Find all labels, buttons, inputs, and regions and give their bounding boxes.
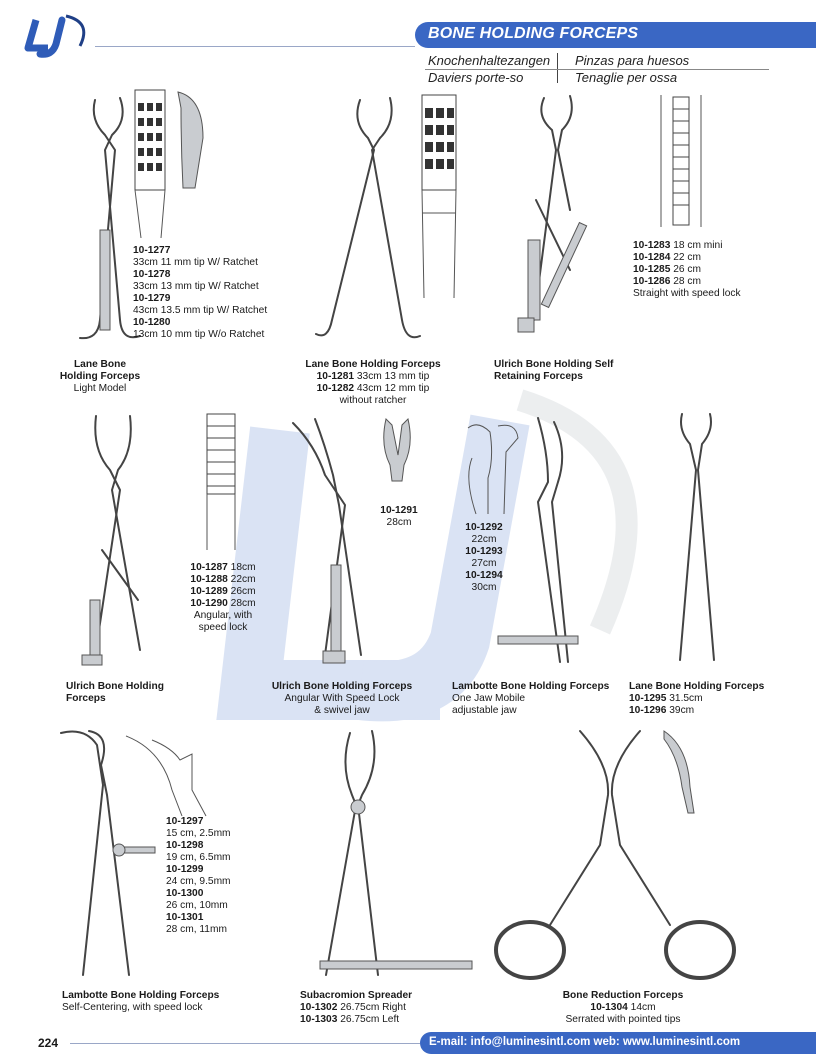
lang-rule xyxy=(425,69,769,70)
product-code: 10-1299 xyxy=(166,864,204,875)
product-subtitle: Light Model xyxy=(73,383,127,394)
product-name: Lambotte Bone Holding Forceps xyxy=(62,990,220,1001)
product-code: 10-1277 xyxy=(133,245,171,256)
caption-bone-reduction xyxy=(545,990,701,1026)
instrument-image-ulrich-angular xyxy=(285,415,385,675)
caption-ulrich-angular xyxy=(262,681,422,717)
title-german: Knochenhaltezangen xyxy=(428,53,551,68)
product-code: 10-1280 xyxy=(133,317,171,328)
lang-divider xyxy=(557,53,558,83)
instrument-image-ulrich-self-retaining xyxy=(500,90,600,360)
caption-lane-long xyxy=(629,681,779,717)
product-name: Retaining Forceps xyxy=(494,371,583,382)
product-desc: 28cm xyxy=(386,517,412,528)
instrument-image-lane-long xyxy=(670,410,730,675)
product-desc: 26cm xyxy=(230,586,256,597)
company-logo xyxy=(22,12,94,60)
product-name: Lambotte Bone Holding Forceps xyxy=(452,681,610,692)
product-code: 10-1290 xyxy=(190,598,228,609)
spec-list-lane-light xyxy=(133,245,267,341)
product-desc: 13cm 10 mm tip W/o Ratchet xyxy=(133,329,265,340)
product-code: 10-1282 xyxy=(316,383,355,394)
product-desc: 18cm xyxy=(230,562,256,573)
caption-ulrich xyxy=(66,681,186,705)
product-desc: 28 cm xyxy=(673,276,701,287)
product-code: 10-1278 xyxy=(133,269,171,280)
product-desc: 39cm xyxy=(669,705,695,716)
page-title: BONE HOLDING FORCEPS xyxy=(428,25,639,42)
product-desc: 22cm xyxy=(471,534,497,545)
spec-list-lambotte-self-centering xyxy=(166,816,231,936)
product-code: 10-1298 xyxy=(166,840,204,851)
footer-contact: E-mail: info@luminesintl.com web: www.luminesintl.com xyxy=(429,1036,741,1048)
product-desc: 22 cm xyxy=(673,252,701,263)
product-code: 10-1297 xyxy=(166,816,204,827)
product-code: 10-1300 xyxy=(166,888,204,899)
product-desc: 26 cm xyxy=(673,264,701,275)
product-name: Ulrich Bone Holding xyxy=(66,681,164,692)
product-subtitle: Serrated with pointed tips xyxy=(565,1014,681,1025)
product-code: 10-1301 xyxy=(166,912,204,923)
product-name: Ulrich Bone Holding Forceps xyxy=(271,681,413,692)
caption-lane xyxy=(300,359,446,407)
product-name: Lane Bone Holding Forceps xyxy=(305,359,441,370)
product-code: 10-1303 xyxy=(300,1014,338,1025)
product-subtitle: & swivel jaw xyxy=(314,705,370,716)
product-subtitle: Angular, with xyxy=(193,610,253,621)
jaw-detail-straight xyxy=(657,93,707,238)
product-desc: 28cm xyxy=(230,598,256,609)
product-code: 10-1292 xyxy=(465,522,503,533)
product-code: 10-1289 xyxy=(190,586,228,597)
header-rule xyxy=(95,46,415,47)
caption-subacromion-spreader xyxy=(300,990,440,1026)
product-desc: 43cm 12 mm tip xyxy=(356,383,430,394)
product-code: 10-1283 xyxy=(633,240,671,251)
caption-lambotte-mobile xyxy=(452,681,624,717)
product-desc: 19 cm, 6.5mm xyxy=(166,852,231,863)
spec-ulrich-angular xyxy=(378,505,420,529)
product-name: Forceps xyxy=(66,693,106,704)
product-desc: 33cm 13 mm tip W/ Ratchet xyxy=(133,281,259,292)
product-code: 10-1296 xyxy=(629,705,667,716)
product-desc: 24 cm, 9.5mm xyxy=(166,876,231,887)
spec-list-lambotte-mobile xyxy=(461,522,507,594)
title-spanish: Pinzas para huesos xyxy=(575,53,690,68)
product-desc: 27cm xyxy=(471,558,497,569)
jaw-detail-bone-reduction xyxy=(660,727,700,822)
title-french: Daviers porte-so xyxy=(428,70,524,85)
jaw-detail-ulrich xyxy=(205,412,240,557)
product-desc: 28 cm, 11mm xyxy=(166,924,227,935)
product-code: 10-1302 xyxy=(300,1002,338,1013)
product-desc: 26.75cm Left xyxy=(340,1014,400,1025)
instrument-image-bone-reduction xyxy=(490,725,740,992)
caption-lambotte-self-centering xyxy=(62,990,252,1014)
product-desc: 30cm xyxy=(471,582,497,593)
product-desc: 33cm 11 mm tip W/ Ratchet xyxy=(133,257,258,268)
product-code: 10-1291 xyxy=(380,505,418,516)
product-desc: 43cm 13.5 mm tip W/ Ratchet xyxy=(133,305,268,316)
product-subtitle: speed lock xyxy=(198,622,248,633)
instrument-image-ulrich xyxy=(70,410,160,675)
product-name: Ulrich Bone Holding Self xyxy=(494,359,614,370)
product-code: 10-1294 xyxy=(465,570,503,581)
product-desc: 33cm 13 mm tip xyxy=(356,371,430,382)
footer-rule xyxy=(70,1043,420,1044)
product-code: 10-1286 xyxy=(633,276,671,287)
jaw-detail-ulrich-angular xyxy=(378,415,418,490)
product-subtitle: without ratcher xyxy=(339,395,407,406)
instrument-image-lane xyxy=(310,90,420,355)
product-code: 10-1295 xyxy=(629,693,667,704)
product-subtitle: Self-Centering, with speed lock xyxy=(62,1002,203,1013)
product-code: 10-1281 xyxy=(316,371,355,382)
product-code: 10-1284 xyxy=(633,252,671,263)
product-code: 10-1279 xyxy=(133,293,171,304)
product-name: Holding Forceps xyxy=(59,371,141,382)
product-name: Subacromion Spreader xyxy=(300,990,413,1001)
product-desc: 26.75cm Right xyxy=(340,1002,406,1013)
product-subtitle: Angular With Speed Lock xyxy=(284,693,400,704)
spec-list-straight xyxy=(633,240,741,300)
page-number: 224 xyxy=(38,1036,59,1050)
product-desc: 22cm xyxy=(230,574,256,585)
product-name: Bone Reduction Forceps xyxy=(562,990,684,1001)
instrument-image-subacromion-spreader xyxy=(300,725,475,992)
product-desc: 31.5cm xyxy=(669,693,703,704)
product-code: 10-1293 xyxy=(465,546,503,557)
caption-lane-light xyxy=(45,359,155,395)
product-desc: 15 cm, 2.5mm xyxy=(166,828,231,839)
product-name: Lane Bone xyxy=(73,359,127,370)
product-subtitle: Straight with speed lock xyxy=(633,288,741,299)
spec-list-ulrich xyxy=(186,562,260,634)
product-name: Lane Bone Holding Forceps xyxy=(629,681,765,692)
product-desc: 14cm xyxy=(630,1002,656,1013)
product-code: 10-1285 xyxy=(633,264,671,275)
product-code: 10-1288 xyxy=(190,574,228,585)
product-desc: 18 cm mini xyxy=(673,240,723,251)
jaw-detail-lane xyxy=(420,93,460,308)
title-italian: Tenaglie per ossa xyxy=(575,70,678,85)
product-code: 10-1287 xyxy=(190,562,228,573)
caption-ulrich-self-retaining xyxy=(494,359,634,383)
product-subtitle: One Jaw Mobile xyxy=(452,693,526,704)
jaw-detail-lambotte-self-centering xyxy=(122,730,212,825)
jaw-detail-lane-light xyxy=(133,88,213,253)
instrument-image-lambotte-mobile xyxy=(498,412,588,682)
product-code: 10-1304 xyxy=(590,1002,628,1013)
product-desc: 26 cm, 10mm xyxy=(166,900,228,911)
product-subtitle: adjustable jaw xyxy=(452,705,517,716)
